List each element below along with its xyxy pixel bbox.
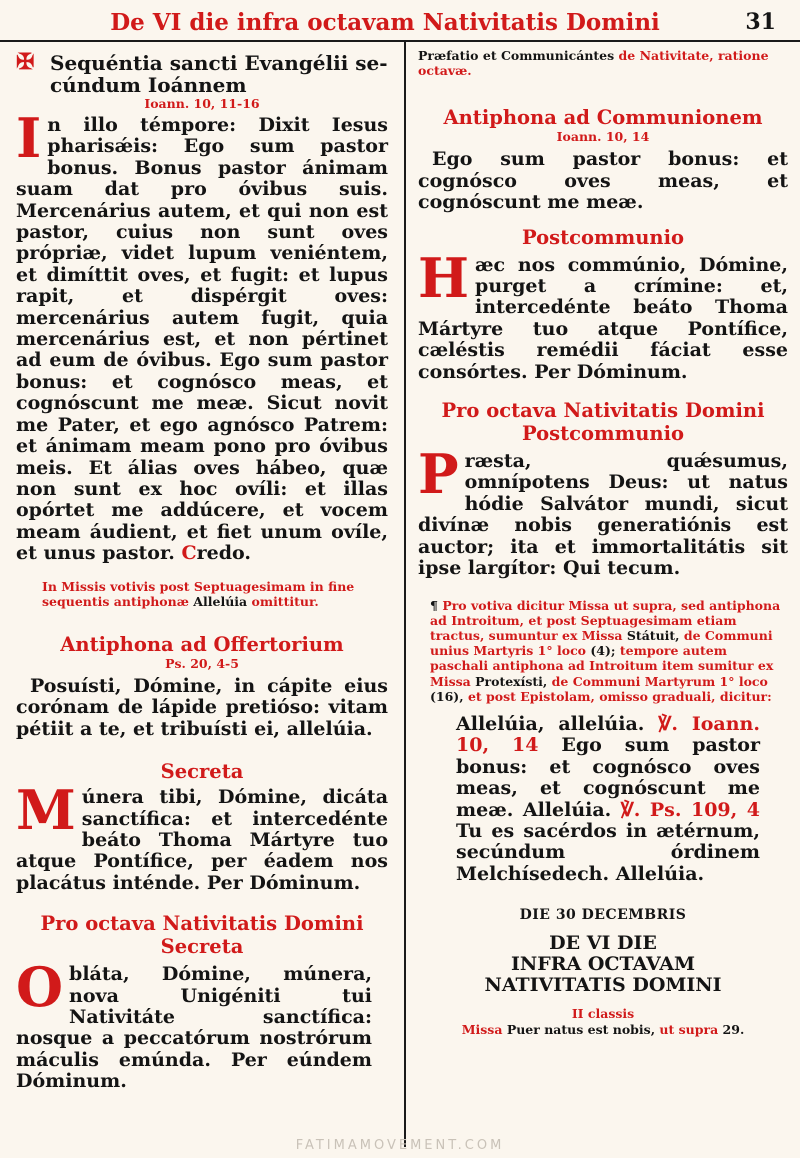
page-header	[0, 0, 800, 42]
rubric2-b2: (4);	[590, 643, 616, 659]
rubric2-r1: Pro votiva dicitur Missa ut supra, sed antiphona ad Introitum, et post Septuagesimam etiam tractus, sumuntur ex Missa	[430, 597, 781, 643]
missa-name: Puer natus est nobis,	[506, 1022, 656, 1038]
octave-secret-text	[16, 955, 388, 1093]
octave-post-dropcap: P	[418, 442, 459, 507]
rubric2-b4: (16),	[430, 688, 464, 704]
octave-post-body: ræsta, quǽsumus, omnípotens Deus: ut natus hódie Salvátor mundi, sicut divínæ nobis generatiónis est auctor; ita et immortalitátis sit ipse largítor: Qui tecum.	[418, 450, 788, 580]
alleluia-t3: Tu es sacérdos in ætérnum, secúndum órdinem Melchísedech. Allelúia.	[456, 819, 760, 885]
left-column	[16, 49, 388, 1093]
octave-post-title: Pro octava Nativitatis Domini	[441, 399, 765, 423]
offertory-section	[16, 633, 388, 740]
rubric2-r3: tempore autem paschali antiphona ad Introitum item sumitur ex Missa	[430, 643, 774, 689]
octave-secret-subtitle: Secreta	[160, 935, 244, 959]
octave-secret-section	[16, 912, 388, 1092]
communion-reference: Ioann. 10, 14	[556, 129, 650, 145]
next-day-title3: NATIVITATIS DOMINI	[484, 974, 722, 997]
next-day-title2: INFRA OCTAVAM	[510, 953, 696, 976]
gospel-section	[16, 49, 388, 565]
octave-post-text	[418, 442, 788, 580]
alleluia-text	[418, 714, 788, 885]
versicle-2: ℣. Ps. 109, 4	[620, 798, 760, 821]
postcommunion-dropcap: H	[418, 245, 470, 310]
missa-page-ref: 29.	[722, 1022, 745, 1038]
cross-icon: ✠	[16, 49, 35, 75]
gospel-title-line2: cúndum Ioánnem	[50, 73, 247, 97]
rubric2-r2: de Communi unius Martyris 1° loco	[430, 627, 773, 659]
rubric1-part1: In Missis votivis post Septuagesimam in fine sequentis antiphonæ	[42, 578, 355, 609]
communion-title: Antiphona ad Communionem	[443, 106, 763, 130]
page-number: 31	[745, 9, 776, 35]
next-day-title1: DE VI DIE	[549, 932, 657, 955]
preface-rubric	[418, 48, 788, 78]
rubric2-b3: Protexísti,	[475, 673, 548, 689]
rubric2-r5: et post Epistolam, omisso graduali, dicitur:	[467, 688, 772, 704]
ut-supra: ut supra	[659, 1022, 719, 1038]
gospel-title	[16, 49, 388, 97]
votive-rubric	[418, 598, 788, 704]
column-divider	[404, 42, 406, 1147]
right-column	[418, 48, 788, 1039]
octave-secret-dropcap: O	[16, 955, 64, 1020]
secret-body: únera tibi, Dómine, dicáta sanctífica: et intercedénte beáto Thoma Mártyre tuo atque Pontífice, per éadem nos placátus inténde. Per Dóminum.	[16, 786, 388, 894]
rubric2-b1: Státuit,	[626, 627, 680, 643]
secret-dropcap: M	[16, 778, 76, 843]
rubric1-part2: omittitur.	[251, 593, 319, 609]
next-day-section	[418, 907, 788, 1039]
offertory-title: Antiphona ad Offertorium	[60, 632, 344, 656]
octave-post-section	[418, 399, 788, 579]
secret-title: Secreta	[160, 760, 244, 784]
alleluia-t2: Ego sum pastor bonus: et cognósco oves meas, et cognóscunt me meæ. Allelúia.	[456, 734, 760, 821]
rubric2-r4: de Communi Martyrum 1° loco	[551, 673, 768, 689]
missa-line	[418, 1021, 788, 1039]
secret-text	[16, 778, 388, 894]
gospel-text	[16, 106, 388, 565]
gospel-title-line1: Sequéntia sancti Evangélii se-	[50, 51, 388, 75]
postcommunion-text	[418, 245, 788, 383]
postcommunion-title: Postcommunio	[521, 225, 685, 249]
gospel-dropcap: I	[16, 106, 42, 170]
pilcrow-icon: ¶	[430, 597, 438, 613]
credo-initial: C	[181, 542, 197, 565]
rubric-septuagesima	[16, 579, 388, 609]
postcommunion-body: æc nos commúnio, Dómine, purget a crímine: et, intercedénte beáto Thoma Mártyre tuo atque Pontífice, cæléstis remédii fáciat esse consórtes. Per Dóminum.	[418, 253, 788, 383]
running-title: De VI die infra octavam Nativitatis Domini	[110, 9, 660, 36]
communion-text: Ego sum pastor bonus: et cognósco oves meas, et cognóscunt me meæ.	[418, 148, 788, 214]
classis-label: II classis	[571, 1006, 635, 1022]
offertory-text: Posuísti, Dómine, in cápite eius corónam de lápide pretióso: vitam pétiit a te, et tribuísti ei, allelúia.	[16, 674, 388, 740]
gospel-body: n illo témpore: Dixit Iesus pharisǽis: Ego sum pastor bonus. Bonus pastor ánimam suam dat pro óvibus suis. Mercenárius autem, et qui non est pastor, cuius non sunt oves própriæ, videt lupum veniéntem, et dimíttit oves, et fugit: et lupus rapit, et dispérgit oves: mercenárius autem fugit, quia mercenárius est, et non pértinet ad eum de óvibus. Ego sum pastor bonus: et cognósco meas, et cognóscunt me meæ. Sicut novit me Pater, et ego agnósco Patrem: et ánimam meam pono pro óvibus meis. Et álias oves hábeo, quæ non sunt ex hoc ovíli: et illas opórtet me addúcere, et vocem meam áudient, et fiet unum ovíle, et unus pastor.	[16, 114, 388, 565]
communion-section	[418, 106, 788, 213]
octave-secret-body: bláta, Dómine, múnera, nova Unigéniti tui Nativitáte sanctífica: nosque a peccatórum nostrórum máculis emúnda. Per eúndem Dóminum.	[16, 963, 372, 1093]
postcommunion-section	[418, 226, 788, 383]
versicle-1: ℣. Ioann. 10, 14	[456, 712, 760, 757]
missa-label: Missa	[461, 1022, 503, 1038]
rubric1-word: Allelúia	[193, 593, 248, 609]
credo-rest: redo.	[196, 542, 251, 565]
gospel-reference: Ioann. 10, 11-16	[144, 96, 260, 111]
watermark: FATIMAMOVEMENT.COM	[295, 1138, 505, 1153]
next-day-date: DIE 30 DECEMBRIS	[519, 907, 687, 924]
octave-post-subtitle: Postcommunio	[521, 422, 685, 446]
secret-section	[16, 760, 388, 894]
alleluia-t1: Allelúia, allelúia.	[456, 712, 645, 735]
offertory-reference: Ps. 20, 4-5	[165, 655, 239, 671]
preface-part1: Præfatio et Communicántes	[418, 48, 615, 63]
preface-part2: de Nativitate, ratione octavæ.	[418, 48, 769, 79]
octave-secret-title: Pro octava Nativitatis Domini	[40, 912, 364, 936]
